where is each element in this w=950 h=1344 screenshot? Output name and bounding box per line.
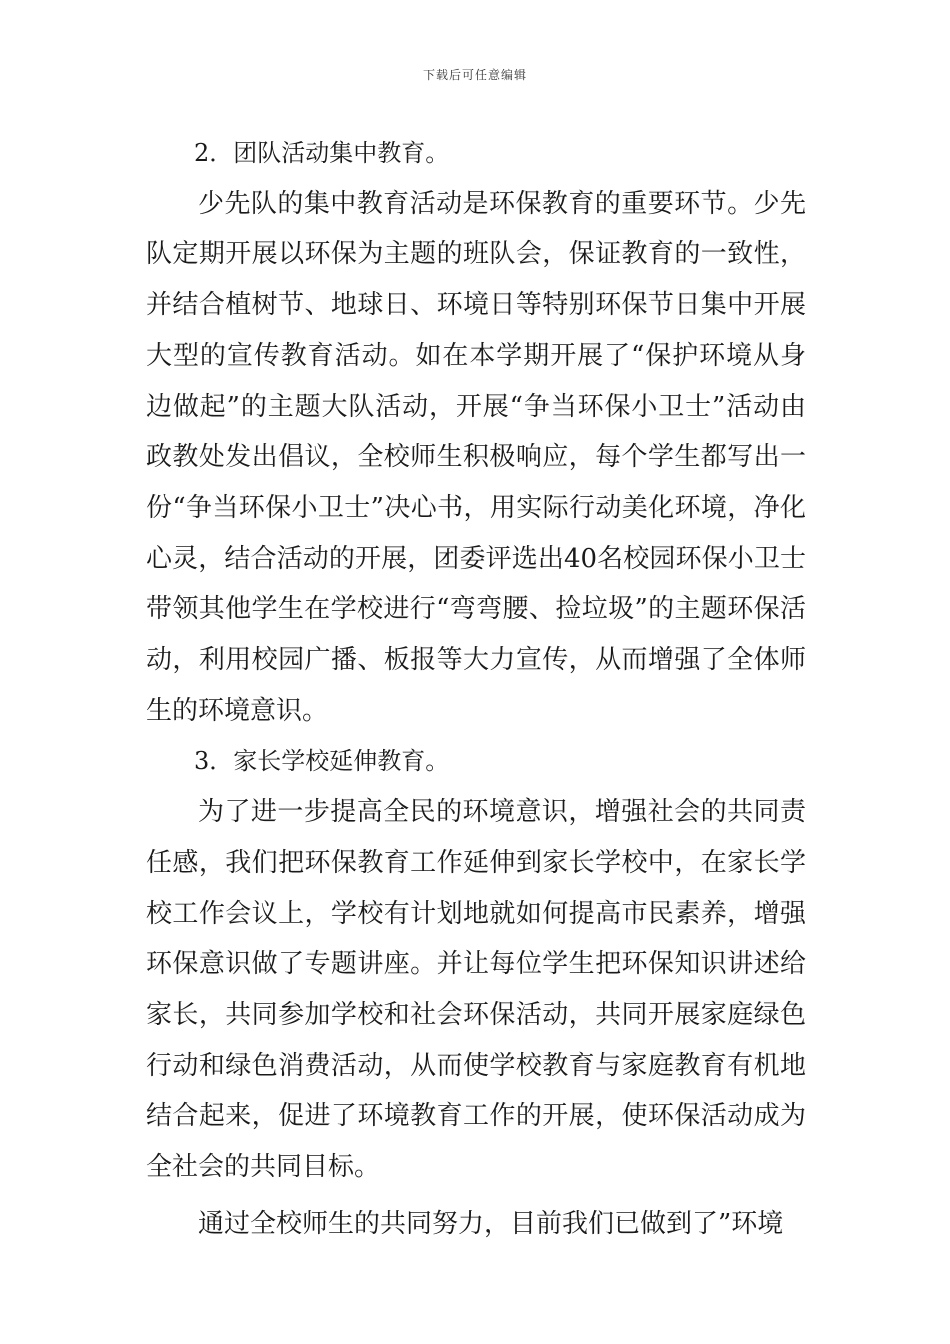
document-body bbox=[146, 128, 806, 1249]
paragraph-results: 通过全校师生的共同努力，目前我们已做到了”环境 bbox=[198, 1208, 784, 1239]
section-heading-2: 2．团队活动集中教育。 bbox=[194, 139, 450, 167]
section-heading-3: 3．家长学校延伸教育。 bbox=[194, 747, 450, 776]
paragraph-team-activities: 少先队的集中教育活动是环保教育的重要环节。少先队定期开展以环保为主题的班队会，保证教育的一致性，并结合植树节、地球日、环境日等特别环保节日集中开展大型的宣传教育活动。如在本学期开展了“保护环境从身边做起”的主题大队活动，开展“争当环保小卫士”活动由政教处发出倡议，全校师生积极响应，每个学生都写出一份“争当环保小卫士”决心书，用实际行动美化环境，净化心灵，结合活动的开展，团委评选出40名校园环保小卫士带领其他学生在学校进行“弯弯腰、捡垃圾”的主题环保活动，利用校园广播、板报等大力宣传，从而增强了全体师生的环境意识。 bbox=[146, 188, 806, 726]
header-note: 下载后可任意编辑 bbox=[422, 68, 527, 82]
paragraph-parent-school: 为了进一步提高全民的环境意识，增强社会的共同责任感，我们把环保教育工作延伸到家长学校中，在家长学校工作会议上，学校有计划地就如何提高市民素养，增强环保意识做了专题讲座。并让每位学生把环保知识讲述给家长，共同参加学校和社会环保活动，共同开展家庭绿色行动和绿色消费活动，从而使学校教育与家庭教育有机地结合起来，促进了环境教育工作的开展，使环保活动成为全社会的共同目标。 bbox=[146, 797, 806, 1183]
